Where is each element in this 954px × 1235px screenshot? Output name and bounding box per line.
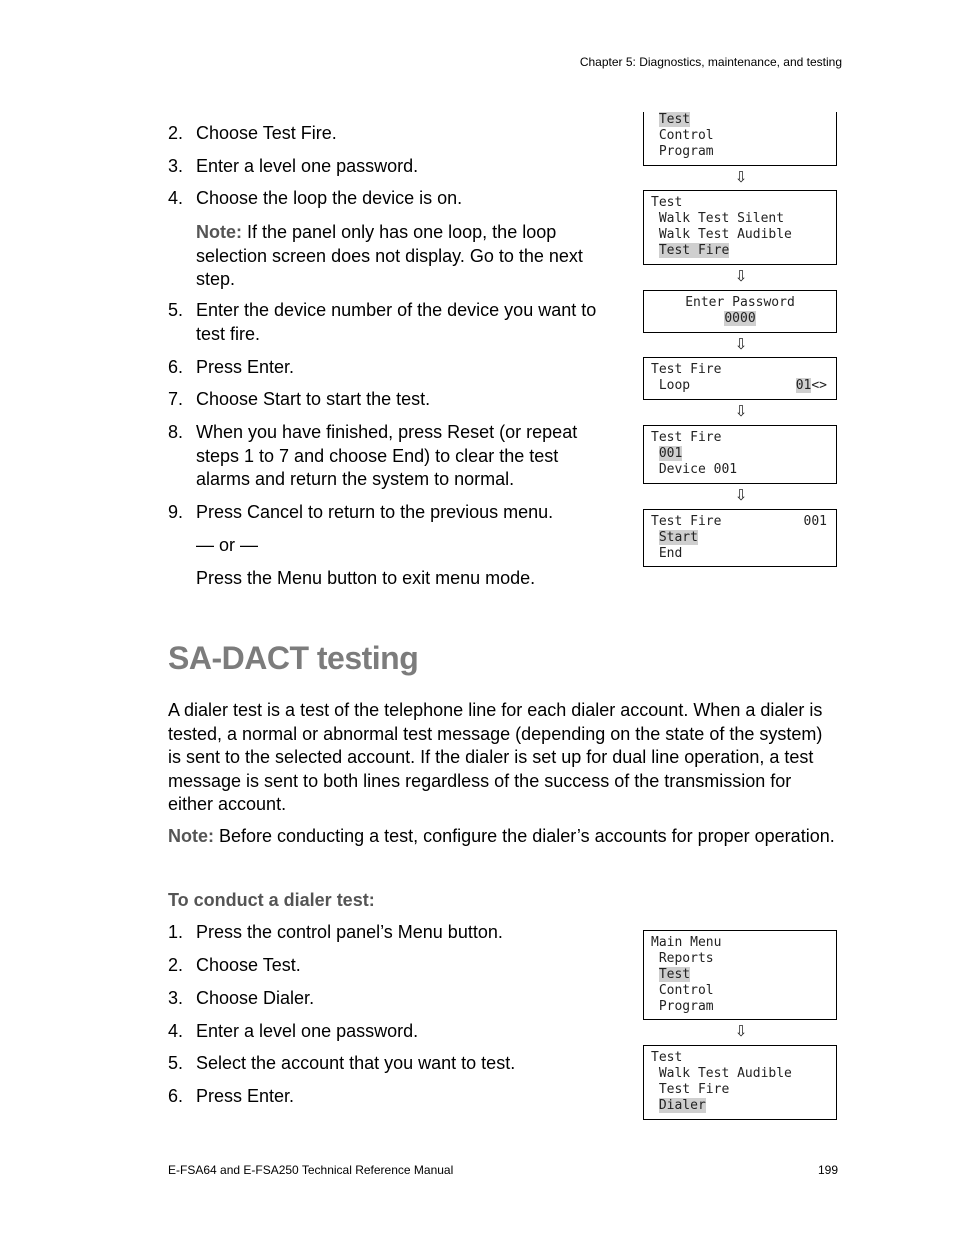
list-item: 6. Press Enter. xyxy=(168,1086,295,1106)
menu-exit-text: Press the Menu button to exit menu mode. xyxy=(196,568,536,588)
footer-manual-title: E-FSA64 and E-FSA250 Technical Reference Manual xyxy=(168,1163,454,1177)
running-header: Chapter 5: Diagnostics, maintenance, and testing xyxy=(579,55,842,69)
list-item: 4. Enter a level one password. xyxy=(168,1021,419,1041)
down-arrow-icon: ⇩ xyxy=(734,402,748,420)
lcd-screen-start-end: Test Fire 001 Start End xyxy=(643,509,837,567)
list-item: 5. Enter the device number of the device you want to test fire. xyxy=(168,300,597,344)
list-item: 2. Choose Test. xyxy=(168,955,301,975)
down-arrow-icon: ⇩ xyxy=(734,335,748,353)
list-item: 6. Press Enter. xyxy=(168,357,295,377)
lcd-screen-main-menu: Main Menu Reports Test Control Program xyxy=(643,930,837,1020)
loop-note: Note: If the panel only has one loop, the loop selection screen does not display. Go to the next step. xyxy=(196,222,583,289)
list-item: 8. When you have finished, press Reset (or repeat steps 1 to 7 and choose End) to clear the test alarms and return the system to normal. xyxy=(168,422,578,489)
list-item: 3. Enter a level one password. xyxy=(168,156,419,176)
lcd-screen-main-menu-partial: Test Control Program xyxy=(643,112,837,166)
down-arrow-icon: ⇩ xyxy=(734,1022,748,1040)
down-arrow-icon: ⇩ xyxy=(734,168,748,186)
lcd-screen-device-select: Test Fire 001 Device 001 xyxy=(643,425,837,484)
page-number: 199 xyxy=(818,1163,839,1177)
dialer-note: Note: Before conducting a test, configure the dialer’s accounts for proper operation. xyxy=(168,826,835,846)
section-intro: A dialer test is a test of the telephone line for each dialer account. When a dialer is tested, a normal or abnormal test message (depending on the state of the system) is sent to the selected account. If the dialer is set up for dual line operation, a test message is sent to both lines regardless of the success of the transmission for either account. xyxy=(168,700,823,814)
lcd-screen-test-dialer: Test Walk Test Audible Test Fire Dialer xyxy=(643,1045,837,1120)
list-item: 5. Select the account that you want to test. xyxy=(168,1053,516,1073)
list-item: 2. Choose Test Fire. xyxy=(168,123,337,143)
or-separator: — or — xyxy=(196,535,259,555)
down-arrow-icon: ⇩ xyxy=(734,267,748,285)
lcd-screen-test-menu: Test Walk Test Silent Walk Test Audible Test Fire xyxy=(643,190,837,265)
list-item: 7. Choose Start to start the test. xyxy=(168,389,431,409)
section-heading: SA-DACT testing xyxy=(168,640,419,676)
procedure-heading: To conduct a dialer test: xyxy=(168,890,375,910)
lcd-screen-loop-select: Test Fire Loop 01<> xyxy=(643,357,837,400)
list-item: 9. Press Cancel to return to the previous menu. xyxy=(168,502,554,522)
list-item: 1. Press the control panel’s Menu button. xyxy=(168,922,503,942)
list-item: 4. Choose the loop the device is on. xyxy=(168,188,463,208)
list-item: 3. Choose Dialer. xyxy=(168,988,315,1008)
down-arrow-icon: ⇩ xyxy=(734,486,748,504)
lcd-screen-password: Enter Password 0000 xyxy=(643,290,837,333)
